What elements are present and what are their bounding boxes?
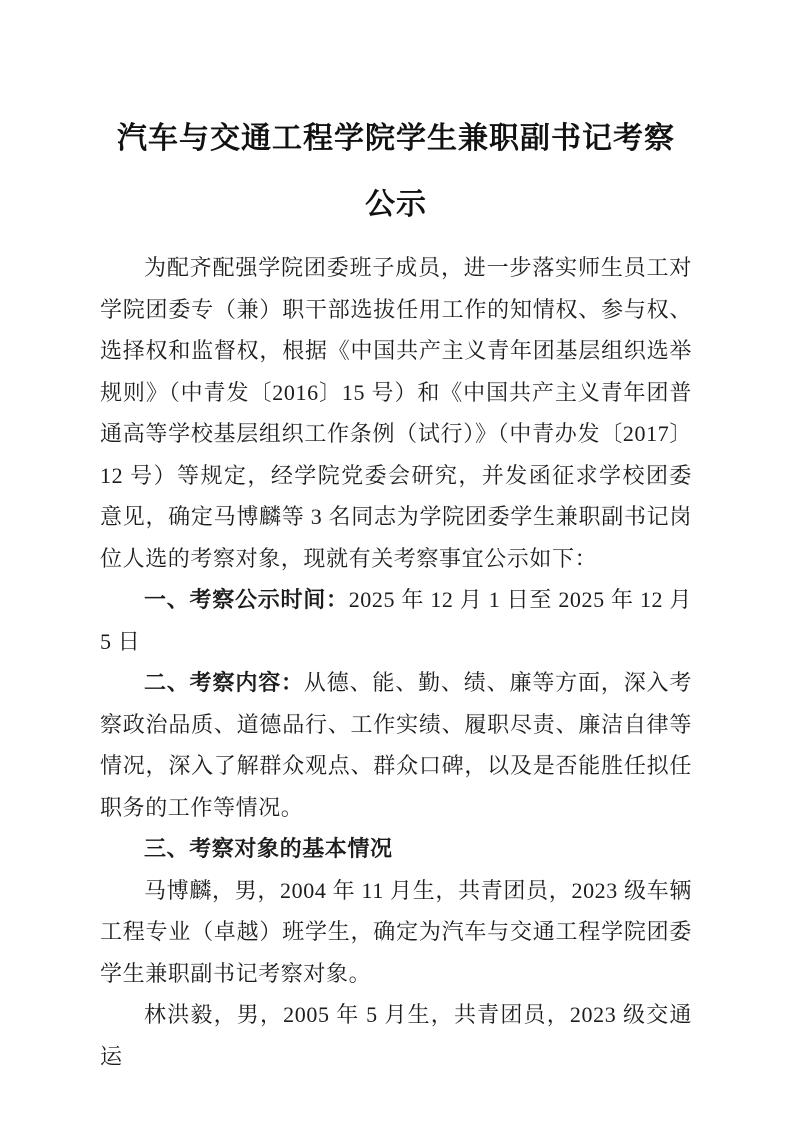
document-title — [100, 106, 692, 238]
section-2-text: 从德、能、勤、绩、廉等方面，深入考察政治品质、道德品行、工作实绩、履职尽责、廉洁自律等情况，深入了解群众观点、群众口碑，以及是否能胜任拟任职务的工作等情况。 — [100, 670, 692, 820]
intro-paragraph: 为配齐配强学院团委班子成员，进一步落实师生员工对学院团委专（兼）职干部选拔任用工作的知情权、参与权、选择权和监督权，根据《中国共产主义青年团基层组织选举规则》（中青发〔2016〕15 号）和《中国共产主义青年团普通高等学校基层组织工作条例（试行）》（中青办发〔2017〕12 号）等规定，经学院党委会研究，并发函征求学校团委意见，确定马博麟等 3 名同志为学院团委学生兼职副书记岗位人选的考察对象，现就有关考察事宜公示如下： — [100, 255, 692, 571]
document-content — [100, 106, 692, 1077]
section-1-text: 2025 年 12 月 1 日至 2025 年 12 月 5 日 — [100, 587, 692, 654]
candidate-2-paragraph-partial: 林洪毅，男，2005 年 5 月生，共青团员，2023 级交通运 — [100, 1002, 692, 1069]
document-title-line-2: 公示 — [365, 188, 427, 221]
section-1-label: 一、考察公示时间： — [144, 587, 349, 612]
document-body — [100, 247, 692, 1077]
document-title-line-1: 汽车与交通工程学院学生兼职副书记考察 — [117, 122, 675, 155]
section-3-heading-text: 三、考察对象的基本情况 — [144, 836, 393, 861]
section-2-label: 二、考察内容： — [144, 670, 304, 695]
section-2-paragraph — [100, 662, 692, 828]
section-1-paragraph — [100, 579, 692, 662]
candidate-1-paragraph: 马博麟，男，2004 年 11 月生，共青团员，2023 级车辆工程专业（卓越）班学生，确定为汽车与交通工程学院团委学生兼职副书记考察对象。 — [100, 877, 692, 986]
section-3-heading — [100, 828, 692, 870]
